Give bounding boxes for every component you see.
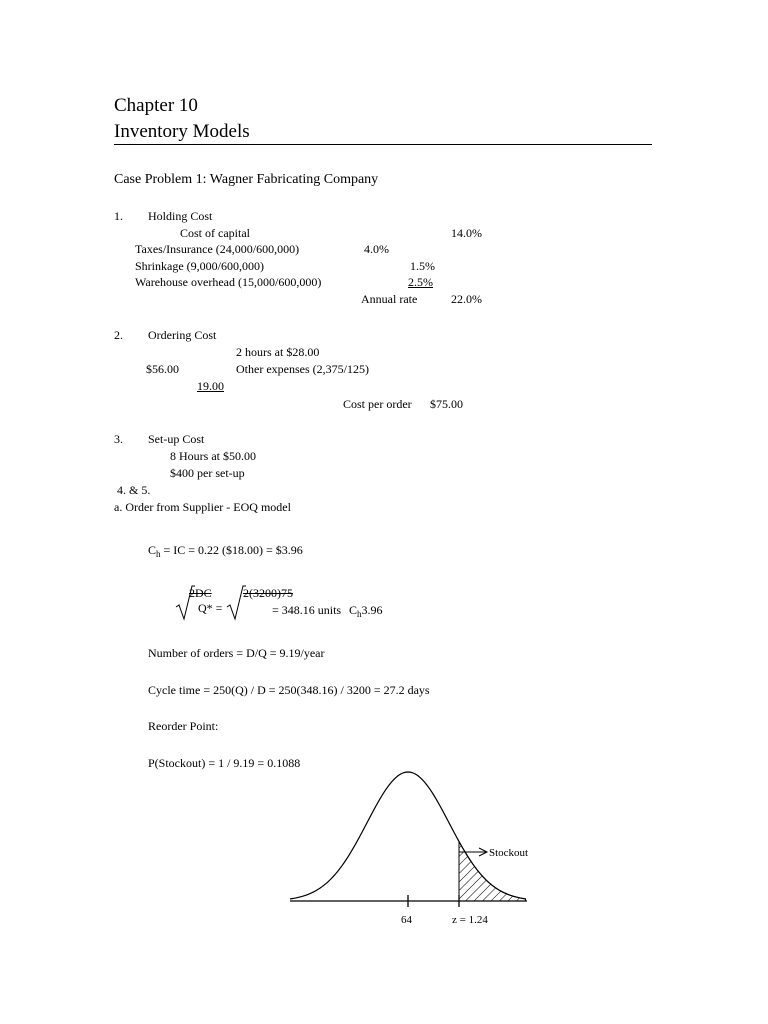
eoq-den-subscript: h bbox=[357, 609, 362, 619]
setup-line2: $400 per set-up bbox=[170, 466, 245, 480]
mean-label: 64 bbox=[401, 914, 412, 926]
ch-subscript: h bbox=[156, 549, 161, 559]
section1-heading: Holding Cost bbox=[148, 209, 213, 223]
eoq-den-value: 3.96 bbox=[361, 603, 383, 617]
ordering-total-value: $75.00 bbox=[430, 397, 463, 411]
holding-row-label: Warehouse overhead (15,000/600,000) bbox=[135, 275, 322, 289]
section2-heading: Ordering Cost bbox=[148, 328, 217, 342]
eoq-numerator-symbolic: 2DC bbox=[189, 586, 212, 600]
z-label: z = 1.24 bbox=[452, 914, 488, 926]
chapter-title: Inventory Models bbox=[114, 121, 250, 142]
holding-row-label: Cost of capital bbox=[180, 226, 250, 240]
reorder-point-heading: Reorder Point: bbox=[148, 719, 219, 733]
stockout-label: Stockout bbox=[489, 847, 529, 859]
p-stockout: P(Stockout) = 1 / 9.19 = 0.1088 bbox=[148, 756, 301, 770]
eoq-den-symbol: C bbox=[349, 603, 358, 617]
eoq-numerator-values: 2(3200)75 bbox=[243, 586, 293, 600]
section45-sub-a: a. Order from Supplier - EOQ model bbox=[114, 500, 291, 514]
holding-row-value: 2.5% bbox=[408, 275, 433, 289]
eoq-lhs: Q* = bbox=[198, 601, 223, 615]
ch-expression: = IC = 0.22 ($18.00) = $3.96 bbox=[160, 543, 303, 557]
eoq-result: = 348.16 units bbox=[272, 603, 342, 617]
holding-row-label: Taxes/Insurance (24,000/600,000) bbox=[135, 242, 300, 256]
section3-heading: Set-up Cost bbox=[148, 432, 205, 446]
holding-total-label: Annual rate bbox=[361, 292, 418, 306]
ordering-line2: Other expenses (2,375/125) bbox=[236, 362, 369, 376]
holding-total-value: 22.0% bbox=[451, 292, 482, 306]
holding-row-label: Shrinkage (9,000/600,000) bbox=[135, 259, 264, 273]
section2-number: 2. bbox=[114, 328, 123, 342]
number-of-orders: Number of orders = D/Q = 9.19/year bbox=[148, 646, 325, 660]
setup-line1: 8 Hours at $50.00 bbox=[170, 449, 256, 463]
holding-row-value: 14.0% bbox=[451, 226, 482, 240]
section3-number: 3. bbox=[114, 432, 123, 446]
normal-curve bbox=[290, 772, 529, 899]
ordering-value2: 19.00 bbox=[197, 379, 224, 393]
cycle-time: Cycle time = 250(Q) / D = 250(348.16) / 3200 = 27.2 days bbox=[148, 683, 430, 697]
ordering-total-label: Cost per order bbox=[343, 397, 412, 411]
ordering-line1: 2 hours at $28.00 bbox=[236, 345, 320, 359]
section1-number: 1. bbox=[114, 209, 123, 223]
holding-row-value: 1.5% bbox=[410, 259, 435, 273]
section45-number: 4. & 5. bbox=[117, 483, 151, 497]
case-title: Case Problem 1: Wagner Fabricating Company bbox=[114, 172, 379, 187]
chapter-number: Chapter 10 bbox=[114, 95, 198, 116]
ch-symbol: C bbox=[148, 543, 157, 557]
holding-row-value: 4.0% bbox=[364, 242, 389, 256]
ordering-value1: $56.00 bbox=[146, 362, 179, 376]
